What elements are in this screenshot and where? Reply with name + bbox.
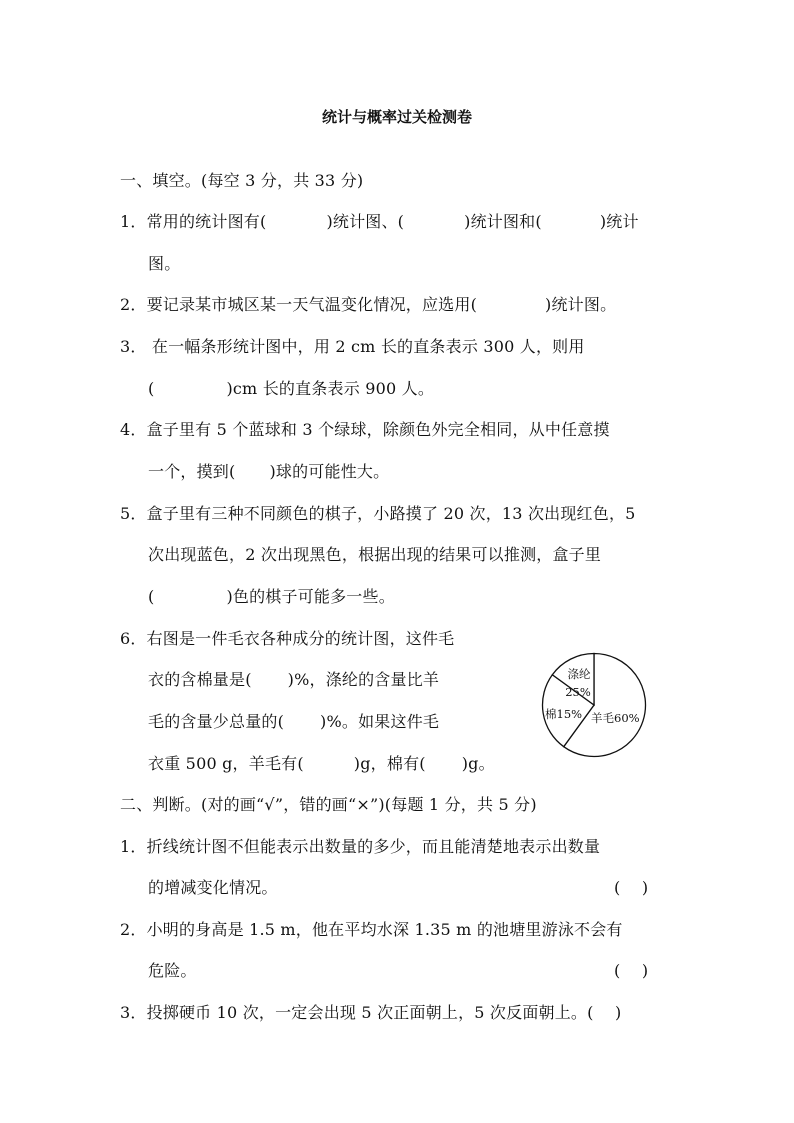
pie-label-cotton [545, 707, 582, 721]
q1-text-a: 1．常用的统计图有( [120, 212, 267, 231]
pie-label-cotton-value: 15% [556, 707, 583, 721]
q6-text-b1: 衣的含棉量是( [148, 670, 252, 689]
judge-1-line2: 的增减变化情况。 [148, 878, 278, 897]
judge-3: 3．投掷硬币 10 次，一定会出现 5 次正面朝上，5 次反面朝上。( ) [120, 1003, 622, 1022]
q6-text-b2: )%，涤纶的含量比羊 [287, 670, 440, 689]
q2-text-b: )统计图。 [545, 295, 617, 314]
q5-text-d: )色的棋子可能多一些。 [226, 587, 395, 606]
question-4-line2 [148, 462, 389, 482]
q4-text-c: )球的可能性大。 [269, 462, 390, 481]
q5-text-c: ( [148, 587, 155, 606]
q1-text-b: )统计图、( [326, 212, 405, 231]
q6-text-c2: )%。如果这件毛 [320, 712, 440, 731]
sweater-composition-pie-chart [541, 652, 647, 758]
section1-heading: 一、填空。(每空 3 分，共 33 分) [120, 171, 364, 190]
judge-2-line1: 2．小明的身高是 1.5 m，他在平均水深 1.35 m 的池塘里游泳不会有 [120, 920, 623, 939]
q1-text-c: )统计图和( [464, 212, 542, 231]
question-1-line1 [120, 212, 639, 232]
question-2 [120, 295, 616, 315]
question-6-line4 [148, 754, 495, 774]
judge-2-line2: 危险。 [148, 961, 197, 980]
judge-1-line1: 1．折线统计图不但能表示出数量的多少，而且能清楚地表示出数量 [120, 837, 601, 856]
pie-label-wool-value: 60% [614, 711, 640, 725]
q3-text-c: )cm 长的直条表示 900 人。 [226, 379, 435, 398]
pie-label-wool-name: 羊毛 [591, 711, 614, 725]
question-6-line2 [148, 670, 439, 690]
q6-text-d2: )g，棉有( [353, 754, 426, 773]
q6-text-d3: )g。 [461, 754, 495, 773]
q3-text-b: ( [148, 379, 155, 398]
section2-heading: 二、判断。(对的画“√”，错的画“×”)(每题 1 分，共 5 分) [120, 795, 537, 814]
question-3-line2 [148, 379, 434, 399]
q4-text-b: 一个，摸到( [148, 462, 236, 481]
pie-label-cotton-name: 棉 [545, 707, 557, 721]
question-6-line1: 6．右图是一件毛衣各种成分的统计图，这件毛 [120, 629, 455, 648]
question-3-line1: 3． 在一幅条形统计图中，用 2 cm 长的直条表示 300 人，则用 [120, 337, 585, 356]
pie-value-polyester: 25% [565, 685, 591, 699]
question-6-line3 [148, 712, 439, 732]
question-5-line1: 5．盒子里有三种不同颜色的棋子，小路摸了 20 次，13 次出现红色，5 [120, 504, 636, 523]
pie-label-polyester: 涤纶 [567, 667, 591, 681]
pie-label-wool [591, 711, 640, 725]
question-4-line1: 4．盒子里有 5 个蓝球和 3 个绿球，除颜色外完全相同，从中任意摸 [120, 420, 610, 439]
q1-text-d: )统计 [599, 212, 639, 231]
q6-text-d1: 衣重 500 g，羊毛有( [148, 754, 304, 773]
question-5-line3 [148, 587, 395, 607]
q6-text-c1: 毛的含量少总量的( [148, 712, 285, 731]
q2-text-a: 2．要记录某市城区某一天气温变化情况，应选用( [120, 295, 478, 314]
judge-2-answer-paren[interactable]: ( ) [614, 961, 649, 980]
judge-1-answer-paren[interactable]: ( ) [614, 878, 649, 897]
q1-text-e: 图。 [148, 254, 181, 273]
question-5-line2: 次出现蓝色，2 次出现黑色，根据出现的结果可以推测，盒子里 [148, 545, 602, 564]
page-title: 统计与概率过关检测卷 [321, 108, 472, 126]
